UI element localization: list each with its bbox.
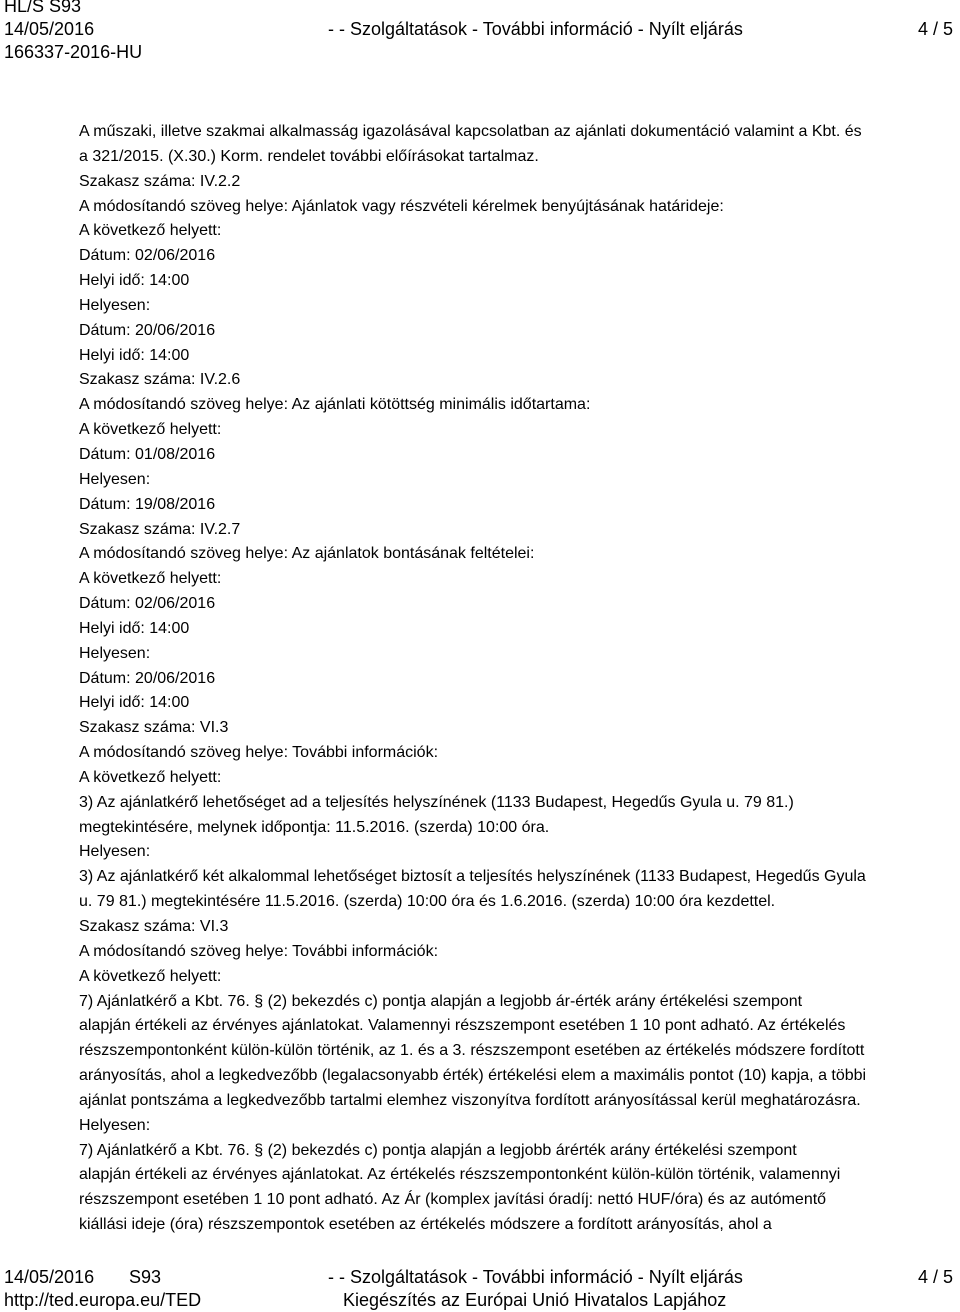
page-footer: [0, 1266, 960, 1311]
header-date: 14/05/2016: [4, 19, 95, 39]
body-line: Dátum: 02/06/2016: [79, 595, 216, 613]
body-line: Dátum: 19/08/2016: [79, 495, 216, 513]
header-title: - - Szolgáltatások - További információ - Nyílt eljárás: [328, 19, 743, 39]
body-line: alapján értékeli az érvényes ajánlatokat. Valamennyi részszempont esetében 1 10 pont adható. Az értékelés: [79, 1017, 846, 1035]
body-line: 3) Az ajánlatkérő lehetőséget ad a teljesítés helyszínének (1133 Budapest, Hegedűs Gyula u. 79 81.): [79, 793, 794, 811]
body-line: Dátum: 01/08/2016: [79, 445, 216, 463]
body-line: u. 79 81.) megtekintésére 11.5.2016. (szerda) 10:00 óra és 1.6.2016. (szerda) 10:00 óra kezdettel.: [79, 893, 776, 911]
body-line: a 321/2015. (X.30.) Korm. rendelet további előírásokat tartalmaz.: [79, 147, 539, 165]
body-line: ajánlat pontszáma a legkedvezőbb tartalmi elemhez viszonyítva fordított arányosítással kerül meghatározásra.: [79, 1091, 861, 1109]
header-page-number: 4 / 5: [917, 19, 953, 39]
footer-code: S93: [129, 1267, 162, 1287]
body-line: Szakasz száma: IV.2.7: [79, 520, 241, 538]
header-doc-code: HL/S S93: [4, 0, 82, 16]
body-line: A módosítandó szöveg helye: További információk:: [79, 942, 439, 960]
body-line: A következő helyett:: [79, 421, 222, 439]
page-header: [0, 0, 960, 72]
body-line: A következő helyett:: [79, 768, 222, 786]
body-line: Helyi idő: 14:00: [79, 619, 190, 637]
body-line: Szakasz száma: VI.3: [79, 918, 229, 935]
body-line: Helyesen:: [79, 470, 151, 488]
body-line: A következő helyett:: [79, 570, 222, 588]
body-line: Helyesen:: [79, 843, 151, 861]
body-line: 7) Ajánlatkérő a Kbt. 76. § (2) bekezdés c) pontja alapján a legjobb ár-érték arány értékelési szempont: [79, 992, 803, 1010]
body-line: A következő helyett:: [79, 967, 222, 985]
body-line: arányosítás, ahol a legkedvezőbb (legalacsonyabb érték) értékelési elem a maximális pontot (10) kapja, a többi: [79, 1067, 867, 1085]
footer-title: - - Szolgáltatások - További információ - Nyílt eljárás: [328, 1267, 743, 1287]
body-line: részszempont esetében 1 10 pont adható. Az Ár (komplex javítási óradíj: nettó HUF/óra) és az autómentő: [79, 1191, 827, 1209]
body-line: Helyi idő: 14:00: [79, 694, 190, 712]
body-line: Helyesen:: [79, 644, 151, 662]
body-line: megtekintésére, melynek időpontja: 11.5.2016. (szerda) 10:00 óra.: [79, 818, 550, 836]
header-left-block: [4, 0, 142, 64]
body-line: 3) Az ajánlatkérő két alkalommal lehetőséget biztosít a teljesítés helyszínének (1133 Budapest, Hegedűs Gyula: [79, 868, 866, 886]
body-line: A következő helyett:: [79, 222, 222, 240]
body-line: Szakasz száma: VI.3: [79, 719, 229, 737]
footer-left-block: [4, 1266, 201, 1312]
body-line: Dátum: 20/06/2016: [79, 321, 216, 339]
body-line: Helyesen:: [79, 1116, 151, 1134]
body-line: 7) Ajánlatkérő a Kbt. 76. § (2) bekezdés c) pontja alapján a legjobb árérték arány értékelési szempont: [79, 1141, 797, 1159]
header-notice-id: 166337-2016-HU: [4, 42, 143, 62]
body-line: Helyesen:: [79, 296, 151, 314]
footer-publisher: Kiegészítés az Európai Unió Hivatalos Lapjához: [343, 1290, 727, 1310]
body-line: alapján értékeli az érvényes ajánlatokat. Az értékelés részszempontonként külön-külön történik, valamennyi: [79, 1166, 841, 1184]
footer-page-number: 4 / 5: [917, 1267, 953, 1287]
body-line: Helyi idő: 14:00: [79, 272, 190, 290]
body-line: A módosítandó szöveg helye: Ajánlatok vagy részvételi kérelmek benyújtásának határideje:: [79, 197, 724, 215]
body-line: Helyi idő: 14:00: [79, 346, 190, 364]
body-line: Szakasz száma: IV.2.2: [79, 172, 241, 190]
body-line: kiállási ideje (óra) részszempontok esetében az értékelés módszere a fordított arányosítás, ahol a: [79, 1216, 772, 1234]
footer-date: 14/05/2016: [4, 1267, 95, 1287]
body-line: A módosítandó szöveg helye: További információk:: [79, 744, 439, 762]
footer-url[interactable]: http://ted.europa.eu/TED: [4, 1290, 202, 1310]
body-line: részszempontonként külön-külön történik, az 1. és a 3. részszempont esetében az értékelés módszere fordított: [79, 1042, 865, 1060]
body-line: Szakasz száma: IV.2.6: [79, 371, 241, 389]
body-line: A műszaki, illetve szakmai alkalmasság igazolásával kapcsolatban az ajánlati dokumentáció valamint a Kbt. és: [79, 123, 862, 140]
body-line: A módosítandó szöveg helye: Az ajánlatok bontásának feltételei:: [79, 545, 535, 563]
body-line: A módosítandó szöveg helye: Az ajánlati kötöttség minimális időtartama:: [79, 396, 591, 414]
document-body: [79, 120, 954, 1238]
body-line: Dátum: 02/06/2016: [79, 247, 216, 265]
body-line: Dátum: 20/06/2016: [79, 669, 216, 687]
